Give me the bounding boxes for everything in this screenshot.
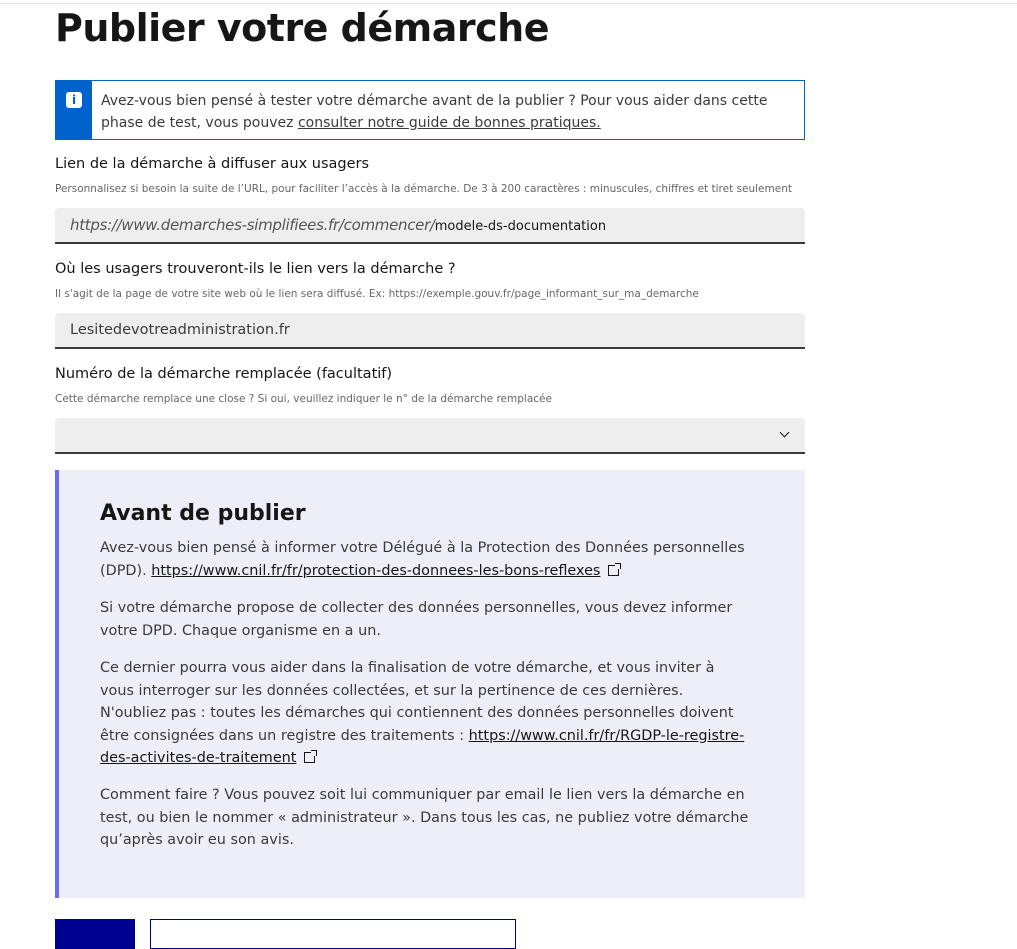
top-divider	[0, 3, 1017, 4]
url-input[interactable]	[55, 208, 805, 244]
callout-paragraph-dpd: Avez-vous bien pensé à informer votre Délégué à la Protection des Données personnelles (DPD). https://www.cnil.fr/fr/protection-des-donnees-les-bons-reflexes	[100, 540, 745, 579]
callout-paragraph-how: Comment faire ? Vous pouvez soit lui communiquer par email le lien vers la démarche en test, ou bien le nommer « administrateur ». Dans tous les cas, ne publiez votre démarche qu’après avoir eu son avis.	[100, 787, 749, 848]
site-input-value[interactable]: Lesitedevotreadministration.fr	[70, 322, 290, 338]
cnil-register-link[interactable]: https://www.cnil.fr/fr/RGDP-le-registre-des-activites-de-traitement	[100, 727, 745, 766]
callout-title: Avant de publier	[100, 501, 306, 526]
cnil-reflexes-link[interactable]: https://www.cnil.fr/fr/protection-des-donnees-les-bons-reflexes	[151, 562, 601, 579]
site-field-label: Où les usagers trouveront-ils le lien vers la démarche ?	[55, 261, 456, 277]
url-slug-value[interactable]: modele-ds-documentation	[434, 219, 607, 234]
external-link-icon	[608, 565, 619, 576]
alert-text	[101, 90, 791, 134]
alert-bar	[56, 81, 92, 139]
url-field-label: Lien de la démarche à diffuser aux usagers	[55, 156, 370, 172]
site-input[interactable]	[55, 313, 805, 349]
guide-link[interactable]: consulter notre guide de bonnes pratiques.	[297, 115, 601, 131]
chevron-down-icon[interactable]	[780, 428, 790, 438]
site-field-hint: Il s'agit de la page de votre site web où le lien sera diffusé. Ex: https://exemple.gouv.fr/page_informant_sur_ma_demarche	[55, 288, 699, 300]
info-icon: i	[66, 92, 82, 108]
callout-paragraph-register: Ce dernier pourra vous aider dans la finalisation de votre démarche, et vous inviter à vous interroger sur les données collectées, et sur la pertinence de ces dernières. N'oubliez pas : toutes les démarches qui contiennent des données personnelles doivent être consignées dans un registre des traitements : https://www.cnil.fr/fr/RGDP-le-registre-des-activites-de-traitement	[100, 660, 745, 766]
url-field-hint: Personnalisez si besoin la suite de l’URL, pour faciliter l’accès à la démarche. De 3 à 200 caractères : minuscules, chiffres et tiret seulement	[55, 183, 792, 195]
external-link-icon	[304, 752, 315, 763]
url-prefix: https://www.demarches-simplifiees.fr/commencer/modele-ds-documentation	[70, 216, 607, 234]
replaced-select[interactable]	[55, 418, 805, 454]
info-alert	[55, 80, 805, 140]
page-title: Publier votre démarche	[55, 6, 549, 50]
callout-paragraph-collect: Si votre démarche propose de collecter des données personnelles, vous devez informer votre DPD. Chaque organisme en a un.	[100, 600, 733, 639]
before-publish-callout	[55, 470, 805, 898]
alert-message: Avez-vous bien pensé à tester votre démarche avant de la publier ? Pour vous aider dans cette phase de test, vous pouvez	[101, 93, 768, 131]
replaced-field-label: Numéro de la démarche remplacée (facultatif)	[55, 366, 393, 382]
replaced-field-hint: Cette démarche remplace une close ? Si oui, veuillez indiquer le n° de la démarche remplacée	[55, 393, 552, 405]
